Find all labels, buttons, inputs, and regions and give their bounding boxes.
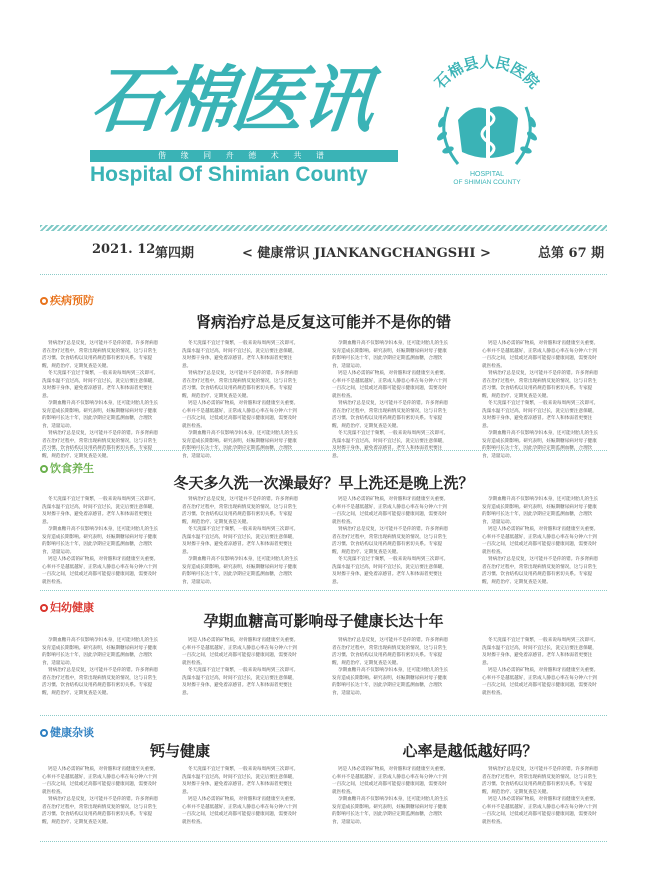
article-column: 冬天洗澡不宜过于频繁，一般来说每周两到三次即可。洗澡水温不宜过高，时间不宜过长，洗完后要注意保暖，及时擦干身体，避免着凉感冒。老年人和体弱者更要注意。 孕期血糖升高不仅影响孕妇本身，还可能对胎儿的生长发育造成长期影响。研究表明，妊娠期糖尿病对母子健康的影响可长达十年，因此孕期应定期监测血糖，合理饮食，适量运动。 钙是人体必需的矿物质，对骨骼和牙齿健康至关重要。心率并不是越低越好，正常成人静息心率在每分钟六十到一百次之间，过低或过高都可能提示健康问题，需要及时就医检查。 bbox=[42, 497, 159, 585]
hospital-logo bbox=[418, 52, 556, 192]
logo-line1: HOSPITAL bbox=[469, 171, 505, 178]
section-label-diet: 饮食养生 bbox=[40, 460, 94, 476]
article-title-heart-rate: 心率是越低越好吗？ bbox=[402, 742, 538, 760]
section-label-health-talk: 健康杂谈 bbox=[40, 724, 94, 740]
issue-date: 2021. 12 bbox=[92, 242, 156, 257]
section-label-disease-prevention: 疾病预防 bbox=[40, 292, 94, 308]
article-column: 钙是人体必需的矿物质，对骨骼和牙齿健康至关重要。心率并不是越低越好，正常成人静息心率在每分钟六十到一百次之间，过低或过高都可能提示健康问题，需要及时就医检查。 冬天洗澡不宜过于频繁，一般来说每周两到三次即可。洗澡水温不宜过高，时间不宜过长，洗完后要注意保暖，及时擦干身体，避免着凉感冒。老年人和体弱者更要注意。 bbox=[182, 638, 299, 696]
article-column: 钙是人体必需的矿物质，对骨骼和牙齿健康至关重要。心率并不是越低越好，正常成人静息心率在每分钟六十到一百次之间，过低或过高都可能提示健康问题，需要及时就医检查。 肾病治疗总是反复，这可能并不是你的错。许多肾病患者在治疗过程中，常常出现病情反复的情况，这与日常生活习惯、饮食结构以及用药规范都有密切关系。专家提醒，规范治疗、定期复查是关键。 冬天洗澡不宜过于频繁，一般来说每周两到三次即可。洗澡水温不宜过高，时间不宜过长，洗完后要注意保暖，及时擦干身体，避免着凉感冒。老年人和体弱者更要注意。 孕期血糖升高不仅影响孕妇本身，还可能对胎儿的生长发育造成长期影响。研究表明，妊娠期糖尿病对母子健康的影响可长达十年，因此孕期应定期监测血糖，合理饮食，适量运动。 bbox=[482, 341, 599, 459]
section-label-maternal-child: 妇幼健康 bbox=[40, 599, 94, 615]
hospital-emblem-icon bbox=[418, 52, 556, 192]
article-column: 钙是人体必需的矿物质，对骨骼和牙齿健康至关重要。心率并不是越低越好，正常成人静息心率在每分钟六十到一百次之间，过低或过高都可能提示健康问题，需要及时就医检查。 肾病治疗总是反复，这可能并不是你的错。许多肾病患者在治疗过程中，常常出现病情反复的情况，这与日常生活习惯、饮食结构以及用药规范都有密切关系。专家提醒，规范治疗、定期复查是关键。 bbox=[42, 767, 159, 825]
ring-icon bbox=[40, 297, 48, 305]
article-column: 钙是人体必需的矿物质，对骨骼和牙齿健康至关重要。心率并不是越低越好，正常成人静息心率在每分钟六十到一百次之间，过低或过高都可能提示健康问题，需要及时就医检查。 孕期血糖升高不仅影响孕妇本身，还可能对胎儿的生长发育造成长期影响。研究表明，妊娠期糖尿病对母子健康的影响可长达十年，因此孕期应定期监测血糖，合理饮食，适量运动。 bbox=[332, 767, 449, 825]
article-column: 钙是人体必需的矿物质，对骨骼和牙齿健康至关重要。心率并不是越低越好，正常成人静息心率在每分钟六十到一百次之间，过低或过高都可能提示健康问题，需要及时就医检查。 肾病治疗总是反复，这可能并不是你的错。许多肾病患者在治疗过程中，常常出现病情反复的情况，这与日常生活习惯、饮食结构以及用药规范都有密切关系。专家提醒，规范治疗、定期复查是关键。 冬天洗澡不宜过于频繁，一般来说每周两到三次即可。洗澡水温不宜过高，时间不宜过长，洗完后要注意保暖，及时擦干身体，避免着凉感冒。老年人和体弱者更要注意。 bbox=[332, 497, 449, 585]
column-name: < 健康常识 JIANKANGCHANGSHI > bbox=[242, 246, 491, 261]
article-title: 孕期血糖高可影响母子健康长达十年 bbox=[203, 612, 444, 630]
ring-icon bbox=[40, 729, 48, 737]
masthead-title: 石棉医讯 bbox=[87, 57, 377, 142]
article-column: 肾病治疗总是反复，这可能并不是你的错。许多肾病患者在治疗过程中，常常出现病情反复的情况，这与日常生活习惯、饮食结构以及用药规范都有密切关系。专家提醒，规范治疗、定期复查是关键。 冬天洗澡不宜过于频繁，一般来说每周两到三次即可。洗澡水温不宜过高，时间不宜过长，洗完后要注意保暖，及时擦干身体，避免着凉感冒。老年人和体弱者更要注意。 孕期血糖升高不仅影响孕妇本身，还可能对胎儿的生长发育造成长期影响。研究表明，妊娠期糖尿病对母子健康的影响可长达十年，因此孕期应定期监测血糖，合理饮食，适量运动。 肾病治疗总是反复，这可能并不是你的错。许多肾病患者在治疗过程中，常常出现病情反复的情况，这与日常生活习惯、饮食结构以及用药规范都有密切关系。专家提醒，规范治疗、定期复查是关键。 bbox=[42, 341, 159, 459]
article-column: 冬天洗澡不宜过于频繁，一般来说每周两到三次即可。洗澡水温不宜过高，时间不宜过长，洗完后要注意保暖，及时擦干身体，避免着凉感冒。老年人和体弱者更要注意。 钙是人体必需的矿物质，对骨骼和牙齿健康至关重要。心率并不是越低越好，正常成人静息心率在每分钟六十到一百次之间，过低或过高都可能提示健康问题，需要及时就医检查。 bbox=[182, 767, 299, 825]
article-column: 孕期血糖升高不仅影响孕妇本身，还可能对胎儿的生长发育造成长期影响。研究表明，妊娠期糖尿病对母子健康的影响可长达十年，因此孕期应定期监测血糖，合理饮食，适量运动。 钙是人体必需的矿物质，对骨骼和牙齿健康至关重要。心率并不是越低越好，正常成人静息心率在每分钟六十到一百次之间，过低或过高都可能提示健康问题，需要及时就医检查。 肾病治疗总是反复，这可能并不是你的错。许多肾病患者在治疗过程中，常常出现病情反复的情况，这与日常生活习惯、饮食结构以及用药规范都有密切关系。专家提醒，规范治疗、定期复查是关键。 冬天洗澡不宜过于频繁，一般来说每周两到三次即可。洗澡水温不宜过高，时间不宜过长，洗完后要注意保暖，及时擦干身体，避免着凉感冒。老年人和体弱者更要注意。 bbox=[332, 341, 449, 459]
logo-arc-text: 石棉县人民医院 bbox=[431, 53, 543, 93]
dotted-divider bbox=[40, 841, 607, 842]
article-column: 冬天洗澡不宜过于频繁，一般来说每周两到三次即可。洗澡水温不宜过高，时间不宜过长，洗完后要注意保暖，及时擦干身体，避免着凉感冒。老年人和体弱者更要注意。 肾病治疗总是反复，这可能并不是你的错。许多肾病患者在治疗过程中，常常出现病情反复的情况，这与日常生活习惯、饮食结构以及用药规范都有密切关系。专家提醒，规范治疗、定期复查是关键。 钙是人体必需的矿物质，对骨骼和牙齿健康至关重要。心率并不是越低越好，正常成人静息心率在每分钟六十到一百次之间，过低或过高都可能提示健康问题，需要及时就医检查。 孕期血糖升高不仅影响孕妇本身，还可能对胎儿的生长发育造成长期影响。研究表明，妊娠期糖尿病对母子健康的影响可长达十年，因此孕期应定期监测血糖，合理饮食，适量运动。 bbox=[182, 341, 299, 459]
issue-number: 第四期 bbox=[155, 246, 195, 261]
article-title-calcium: 钙与健康 bbox=[149, 742, 210, 760]
motto-bar: 偕 缘 同 舟 德 术 共 谱 bbox=[90, 150, 398, 162]
article-column: 肾病治疗总是反复，这可能并不是你的错。许多肾病患者在治疗过程中，常常出现病情反复的情况，这与日常生活习惯、饮食结构以及用药规范都有密切关系。专家提醒，规范治疗、定期复查是关键。 钙是人体必需的矿物质，对骨骼和牙齿健康至关重要。心率并不是越低越好，正常成人静息心率在每分钟六十到一百次之间，过低或过高都可能提示健康问题，需要及时就医检查。 bbox=[482, 767, 599, 825]
article-column: 孕期血糖升高不仅影响孕妇本身，还可能对胎儿的生长发育造成长期影响。研究表明，妊娠期糖尿病对母子健康的影响可长达十年，因此孕期应定期监测血糖，合理饮食，适量运动。 肾病治疗总是反复，这可能并不是你的错。许多肾病患者在治疗过程中，常常出现病情反复的情况，这与日常生活习惯、饮食结构以及用药规范都有密切关系。专家提醒，规范治疗、定期复查是关键。 bbox=[42, 638, 159, 696]
ring-icon bbox=[40, 604, 48, 612]
logo-line2: OF SHIMIAN COUNTY bbox=[453, 179, 521, 186]
article-title: 冬天多久洗一次澡最好？早上洗还是晚上洗？ bbox=[173, 474, 474, 492]
issue-total: 总第 67 期 bbox=[538, 246, 605, 261]
article-column: 冬天洗澡不宜过于频繁，一般来说每周两到三次即可。洗澡水温不宜过高，时间不宜过长，洗完后要注意保暖，及时擦干身体，避免着凉感冒。老年人和体弱者更要注意。 钙是人体必需的矿物质，对骨骼和牙齿健康至关重要。心率并不是越低越好，正常成人静息心率在每分钟六十到一百次之间，过低或过高都可能提示健康问题，需要及时就医检查。 bbox=[482, 638, 599, 696]
article-column: 肾病治疗总是反复，这可能并不是你的错。许多肾病患者在治疗过程中，常常出现病情反复的情况，这与日常生活习惯、饮食结构以及用药规范都有密切关系。专家提醒，规范治疗、定期复查是关键。 冬天洗澡不宜过于频繁，一般来说每周两到三次即可。洗澡水温不宜过高，时间不宜过长，洗完后要注意保暖，及时擦干身体，避免着凉感冒。老年人和体弱者更要注意。 孕期血糖升高不仅影响孕妇本身，还可能对胎儿的生长发育造成长期影响。研究表明，妊娠期糖尿病对母子健康的影响可长达十年，因此孕期应定期监测血糖，合理饮食，适量运动。 bbox=[182, 497, 299, 585]
article-title: 肾病治疗总是反复这可能并不是你的错 bbox=[195, 313, 451, 331]
ring-icon bbox=[40, 465, 48, 473]
english-title: Hospital Of Shimian County bbox=[90, 163, 368, 186]
article-column: 孕期血糖升高不仅影响孕妇本身，还可能对胎儿的生长发育造成长期影响。研究表明，妊娠期糖尿病对母子健康的影响可长达十年，因此孕期应定期监测血糖，合理饮食，适量运动。 钙是人体必需的矿物质，对骨骼和牙齿健康至关重要。心率并不是越低越好，正常成人静息心率在每分钟六十到一百次之间，过低或过高都可能提示健康问题，需要及时就医检查。 肾病治疗总是反复，这可能并不是你的错。许多肾病患者在治疗过程中，常常出现病情反复的情况，这与日常生活习惯、饮食结构以及用药规范都有密切关系。专家提醒，规范治疗、定期复查是关键。 bbox=[482, 497, 599, 585]
article-column: 肾病治疗总是反复，这可能并不是你的错。许多肾病患者在治疗过程中，常常出现病情反复的情况，这与日常生活习惯、饮食结构以及用药规范都有密切关系。专家提醒，规范治疗、定期复查是关键。 孕期血糖升高不仅影响孕妇本身，还可能对胎儿的生长发育造成长期影响。研究表明，妊娠期糖尿病对母子健康的影响可长达十年，因此孕期应定期监测血糖，合理饮食，适量运动。 bbox=[332, 638, 449, 696]
dotted-divider bbox=[40, 590, 607, 591]
dotted-divider bbox=[40, 715, 607, 716]
dotted-divider bbox=[40, 274, 607, 275]
hatch-divider bbox=[40, 225, 607, 231]
issue-info-row bbox=[40, 242, 607, 262]
dotted-divider bbox=[40, 450, 607, 451]
